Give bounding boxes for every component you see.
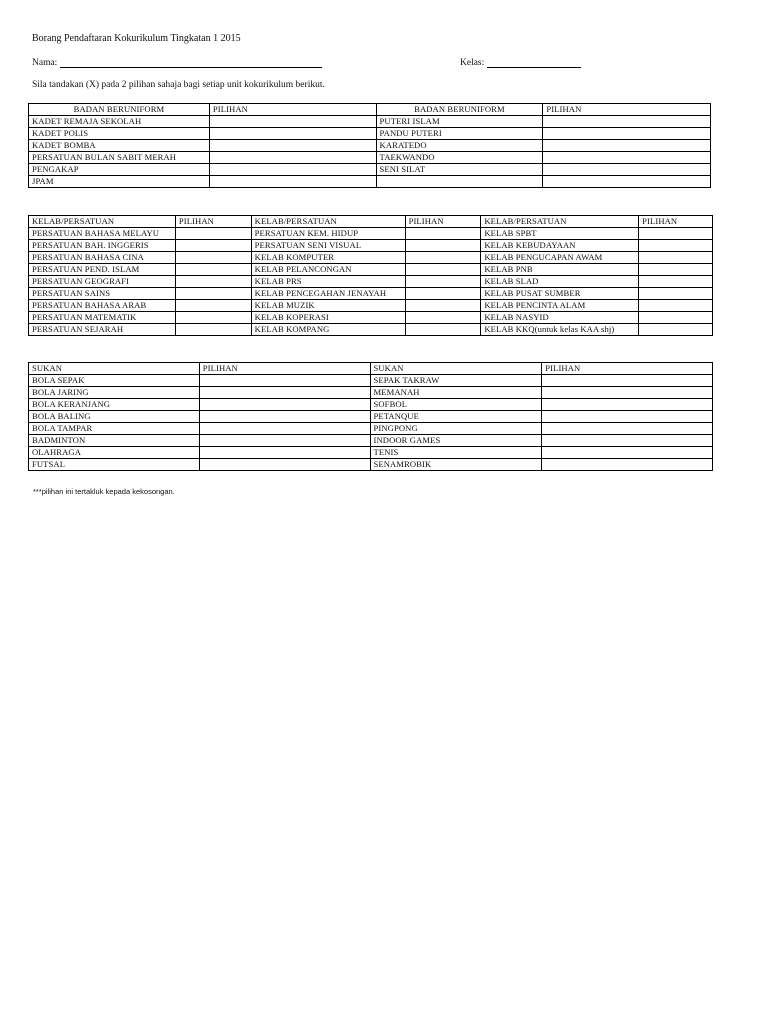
activity-name: KELAB PELANCONGAN (251, 264, 405, 276)
activity-name: SENI SILAT (376, 164, 543, 176)
table-row (29, 252, 713, 264)
table-row (29, 116, 711, 128)
activity-name: PERSATUAN GEOGRAFI (29, 276, 176, 288)
activity-name: SEPAK TAKRAW (370, 375, 542, 387)
activity-name: KELAB KKQ(untuk kelas KAA shj) (481, 324, 639, 336)
choice-cell[interactable] (405, 312, 481, 324)
activity-name: SENAMROBIK (370, 459, 542, 471)
choice-cell[interactable] (175, 324, 251, 336)
table-row (29, 128, 711, 140)
column-header: KELAB/PERSATUAN (481, 216, 639, 228)
activity-name: KELAB KEBUDAYAAN (481, 240, 639, 252)
table-row (29, 447, 713, 459)
choice-cell[interactable] (542, 435, 713, 447)
choice-cell[interactable] (175, 252, 251, 264)
table-row (29, 375, 713, 387)
table-row (29, 387, 713, 399)
choice-cell[interactable] (542, 399, 713, 411)
activity-name: INDOOR GAMES (370, 435, 542, 447)
table-row (29, 264, 713, 276)
class-label: Kelas: (460, 58, 485, 68)
choice-cell[interactable] (543, 116, 711, 128)
choice-cell[interactable] (405, 288, 481, 300)
choice-cell[interactable] (199, 423, 370, 435)
name-label: Nama: (32, 58, 58, 68)
activity-name: BOLA JARING (29, 387, 200, 399)
choice-cell[interactable] (405, 324, 481, 336)
choice-cell[interactable] (199, 399, 370, 411)
column-header: PILIHAN (209, 104, 376, 116)
choice-cell[interactable] (639, 240, 713, 252)
name-input-line[interactable] (60, 57, 322, 68)
table-row (29, 140, 711, 152)
column-header: BADAN BERUNIFORM (376, 104, 543, 116)
activity-name: KELAB MUZIK (251, 300, 405, 312)
column-header: PILIHAN (639, 216, 713, 228)
choice-cell[interactable] (405, 276, 481, 288)
choice-cell[interactable] (199, 459, 370, 471)
choice-cell[interactable] (639, 300, 713, 312)
choice-cell[interactable] (175, 264, 251, 276)
choice-cell[interactable] (405, 240, 481, 252)
choice-cell[interactable] (209, 128, 376, 140)
table-row (29, 423, 713, 435)
form-title: Borang Pendaftaran Kokurikulum Tingkatan 1 2015 (32, 33, 241, 44)
choice-cell[interactable] (639, 324, 713, 336)
activity-name: KELAB NASYID (481, 312, 639, 324)
table-row (29, 411, 713, 423)
activity-name: KELAB PUSAT SUMBER (481, 288, 639, 300)
choice-cell[interactable] (199, 447, 370, 459)
activity-name: PERSATUAN SAINS (29, 288, 176, 300)
activity-name: PERSATUAN BAH. INGGERIS (29, 240, 176, 252)
clubs-header-row (29, 216, 713, 228)
activity-name: BOLA TAMPAR (29, 423, 200, 435)
activity-name: MEMANAH (370, 387, 542, 399)
activity-name: KELAB PNB (481, 264, 639, 276)
clubs-table (28, 215, 713, 336)
table-row (29, 164, 711, 176)
choice-cell[interactable] (209, 176, 376, 188)
column-header: KELAB/PERSATUAN (251, 216, 405, 228)
table-row (29, 300, 713, 312)
class-input-line[interactable] (487, 57, 581, 68)
table-row (29, 324, 713, 336)
activity-name: PERSATUAN KEM. HIDUP (251, 228, 405, 240)
uniform-table (28, 103, 711, 188)
activity-name: PUTERI ISLAM (376, 116, 543, 128)
choice-cell[interactable] (209, 140, 376, 152)
activity-name: KELAB PENGUCAPAN AWAM (481, 252, 639, 264)
choice-cell[interactable] (405, 264, 481, 276)
activity-name: KELAB KOPERASI (251, 312, 405, 324)
column-header: PILIHAN (405, 216, 481, 228)
activity-name: BOLA BALING (29, 411, 200, 423)
choice-cell[interactable] (639, 228, 713, 240)
choice-cell[interactable] (199, 387, 370, 399)
choice-cell[interactable] (543, 140, 711, 152)
choice-cell[interactable] (209, 152, 376, 164)
choice-cell[interactable] (175, 228, 251, 240)
table-row (29, 240, 713, 252)
activity-name: BADMINTON (29, 435, 200, 447)
choice-cell[interactable] (639, 264, 713, 276)
activity-name: OLAHRAGA (29, 447, 200, 459)
activity-name: KELAB PRS (251, 276, 405, 288)
activity-name: KADET REMAJA SEKOLAH (29, 116, 210, 128)
activity-name: PERSATUAN BULAN SABIT MERAH (29, 152, 210, 164)
table-row (29, 228, 713, 240)
choice-cell[interactable] (175, 312, 251, 324)
column-header: BADAN BERUNIFORM (29, 104, 210, 116)
activity-name: PERSATUAN MATEMATIK (29, 312, 176, 324)
table-row (29, 152, 711, 164)
activity-name: PERSATUAN SENI VISUAL (251, 240, 405, 252)
column-header: SUKAN (370, 363, 542, 375)
choice-cell[interactable] (639, 312, 713, 324)
activity-name: PENGAKAP (29, 164, 210, 176)
column-header: SUKAN (29, 363, 200, 375)
activity-name: KELAB SLAD (481, 276, 639, 288)
choice-cell[interactable] (199, 375, 370, 387)
table-row (29, 435, 713, 447)
choice-cell[interactable] (639, 288, 713, 300)
choice-cell[interactable] (639, 276, 713, 288)
activity-name: KELAB PENCINTA ALAM (481, 300, 639, 312)
choice-cell[interactable] (542, 459, 713, 471)
activity-name: KELAB PENCEGAHAN JENAYAH (251, 288, 405, 300)
choice-cell[interactable] (405, 228, 481, 240)
choice-cell[interactable] (542, 447, 713, 459)
choice-cell[interactable] (209, 164, 376, 176)
choice-cell[interactable] (542, 411, 713, 423)
choice-cell[interactable] (542, 387, 713, 399)
activity-name: KELAB SPBT (481, 228, 639, 240)
choice-cell[interactable] (199, 411, 370, 423)
choice-cell[interactable] (199, 435, 370, 447)
activity-name: PERSATUAN BAHASA ARAB (29, 300, 176, 312)
choice-cell[interactable] (639, 252, 713, 264)
column-header: PILIHAN (543, 104, 711, 116)
activity-name: TAEKWANDO (376, 152, 543, 164)
table-row (29, 459, 713, 471)
footnote: ***pilihan ini tertakluk kepada kekosongan. (33, 487, 175, 496)
choice-cell[interactable] (175, 288, 251, 300)
table-row (29, 288, 713, 300)
class-field[interactable] (460, 57, 581, 68)
activity-name (376, 176, 543, 188)
column-header: KELAB/PERSATUAN (29, 216, 176, 228)
choice-cell[interactable] (209, 116, 376, 128)
choice-cell[interactable] (542, 375, 713, 387)
sports-table (28, 362, 713, 471)
choice-cell[interactable] (175, 276, 251, 288)
activity-name: KADET POLIS (29, 128, 210, 140)
activity-name: BOLA SEPAK (29, 375, 200, 387)
activity-name: PERSATUAN BAHASA CINA (29, 252, 176, 264)
activity-name: KARATEDO (376, 140, 543, 152)
activity-name: KELAB KOMPANG (251, 324, 405, 336)
table-row (29, 312, 713, 324)
activity-name: JPAM (29, 176, 210, 188)
activity-name: PERSATUAN BAHASA MELAYU (29, 228, 176, 240)
choice-cell[interactable] (543, 128, 711, 140)
name-field[interactable] (32, 57, 322, 68)
activity-name: KADET BOMBA (29, 140, 210, 152)
choice-cell[interactable] (543, 164, 711, 176)
activity-name: PETANQUE (370, 411, 542, 423)
column-header: PILIHAN (199, 363, 370, 375)
activity-name: FUTSAL (29, 459, 200, 471)
activity-name: PANDU PUTERI (376, 128, 543, 140)
activity-name: TENIS (370, 447, 542, 459)
sports-header-row (29, 363, 713, 375)
choice-cell[interactable] (405, 300, 481, 312)
table-row (29, 276, 713, 288)
activity-name: PINGPONG (370, 423, 542, 435)
table-row (29, 399, 713, 411)
choice-cell[interactable] (543, 152, 711, 164)
instruction-text: Sila tandakan (X) pada 2 pilihan sahaja bagi setiap unit kokurikulum berikut. (32, 80, 325, 90)
column-header: PILIHAN (175, 216, 251, 228)
activity-name: KELAB KOMPUTER (251, 252, 405, 264)
table-row (29, 176, 711, 188)
choice-cell[interactable] (542, 423, 713, 435)
activity-name: SOFBOL (370, 399, 542, 411)
choice-cell[interactable] (543, 176, 711, 188)
activity-name: PERSATUAN PEND. ISLAM (29, 264, 176, 276)
activity-name: BOLA KERANJANG (29, 399, 200, 411)
choice-cell[interactable] (175, 300, 251, 312)
column-header: PILIHAN (542, 363, 713, 375)
uniform-header-row (29, 104, 711, 116)
activity-name: PERSATUAN SEJARAH (29, 324, 176, 336)
choice-cell[interactable] (405, 252, 481, 264)
choice-cell[interactable] (175, 240, 251, 252)
